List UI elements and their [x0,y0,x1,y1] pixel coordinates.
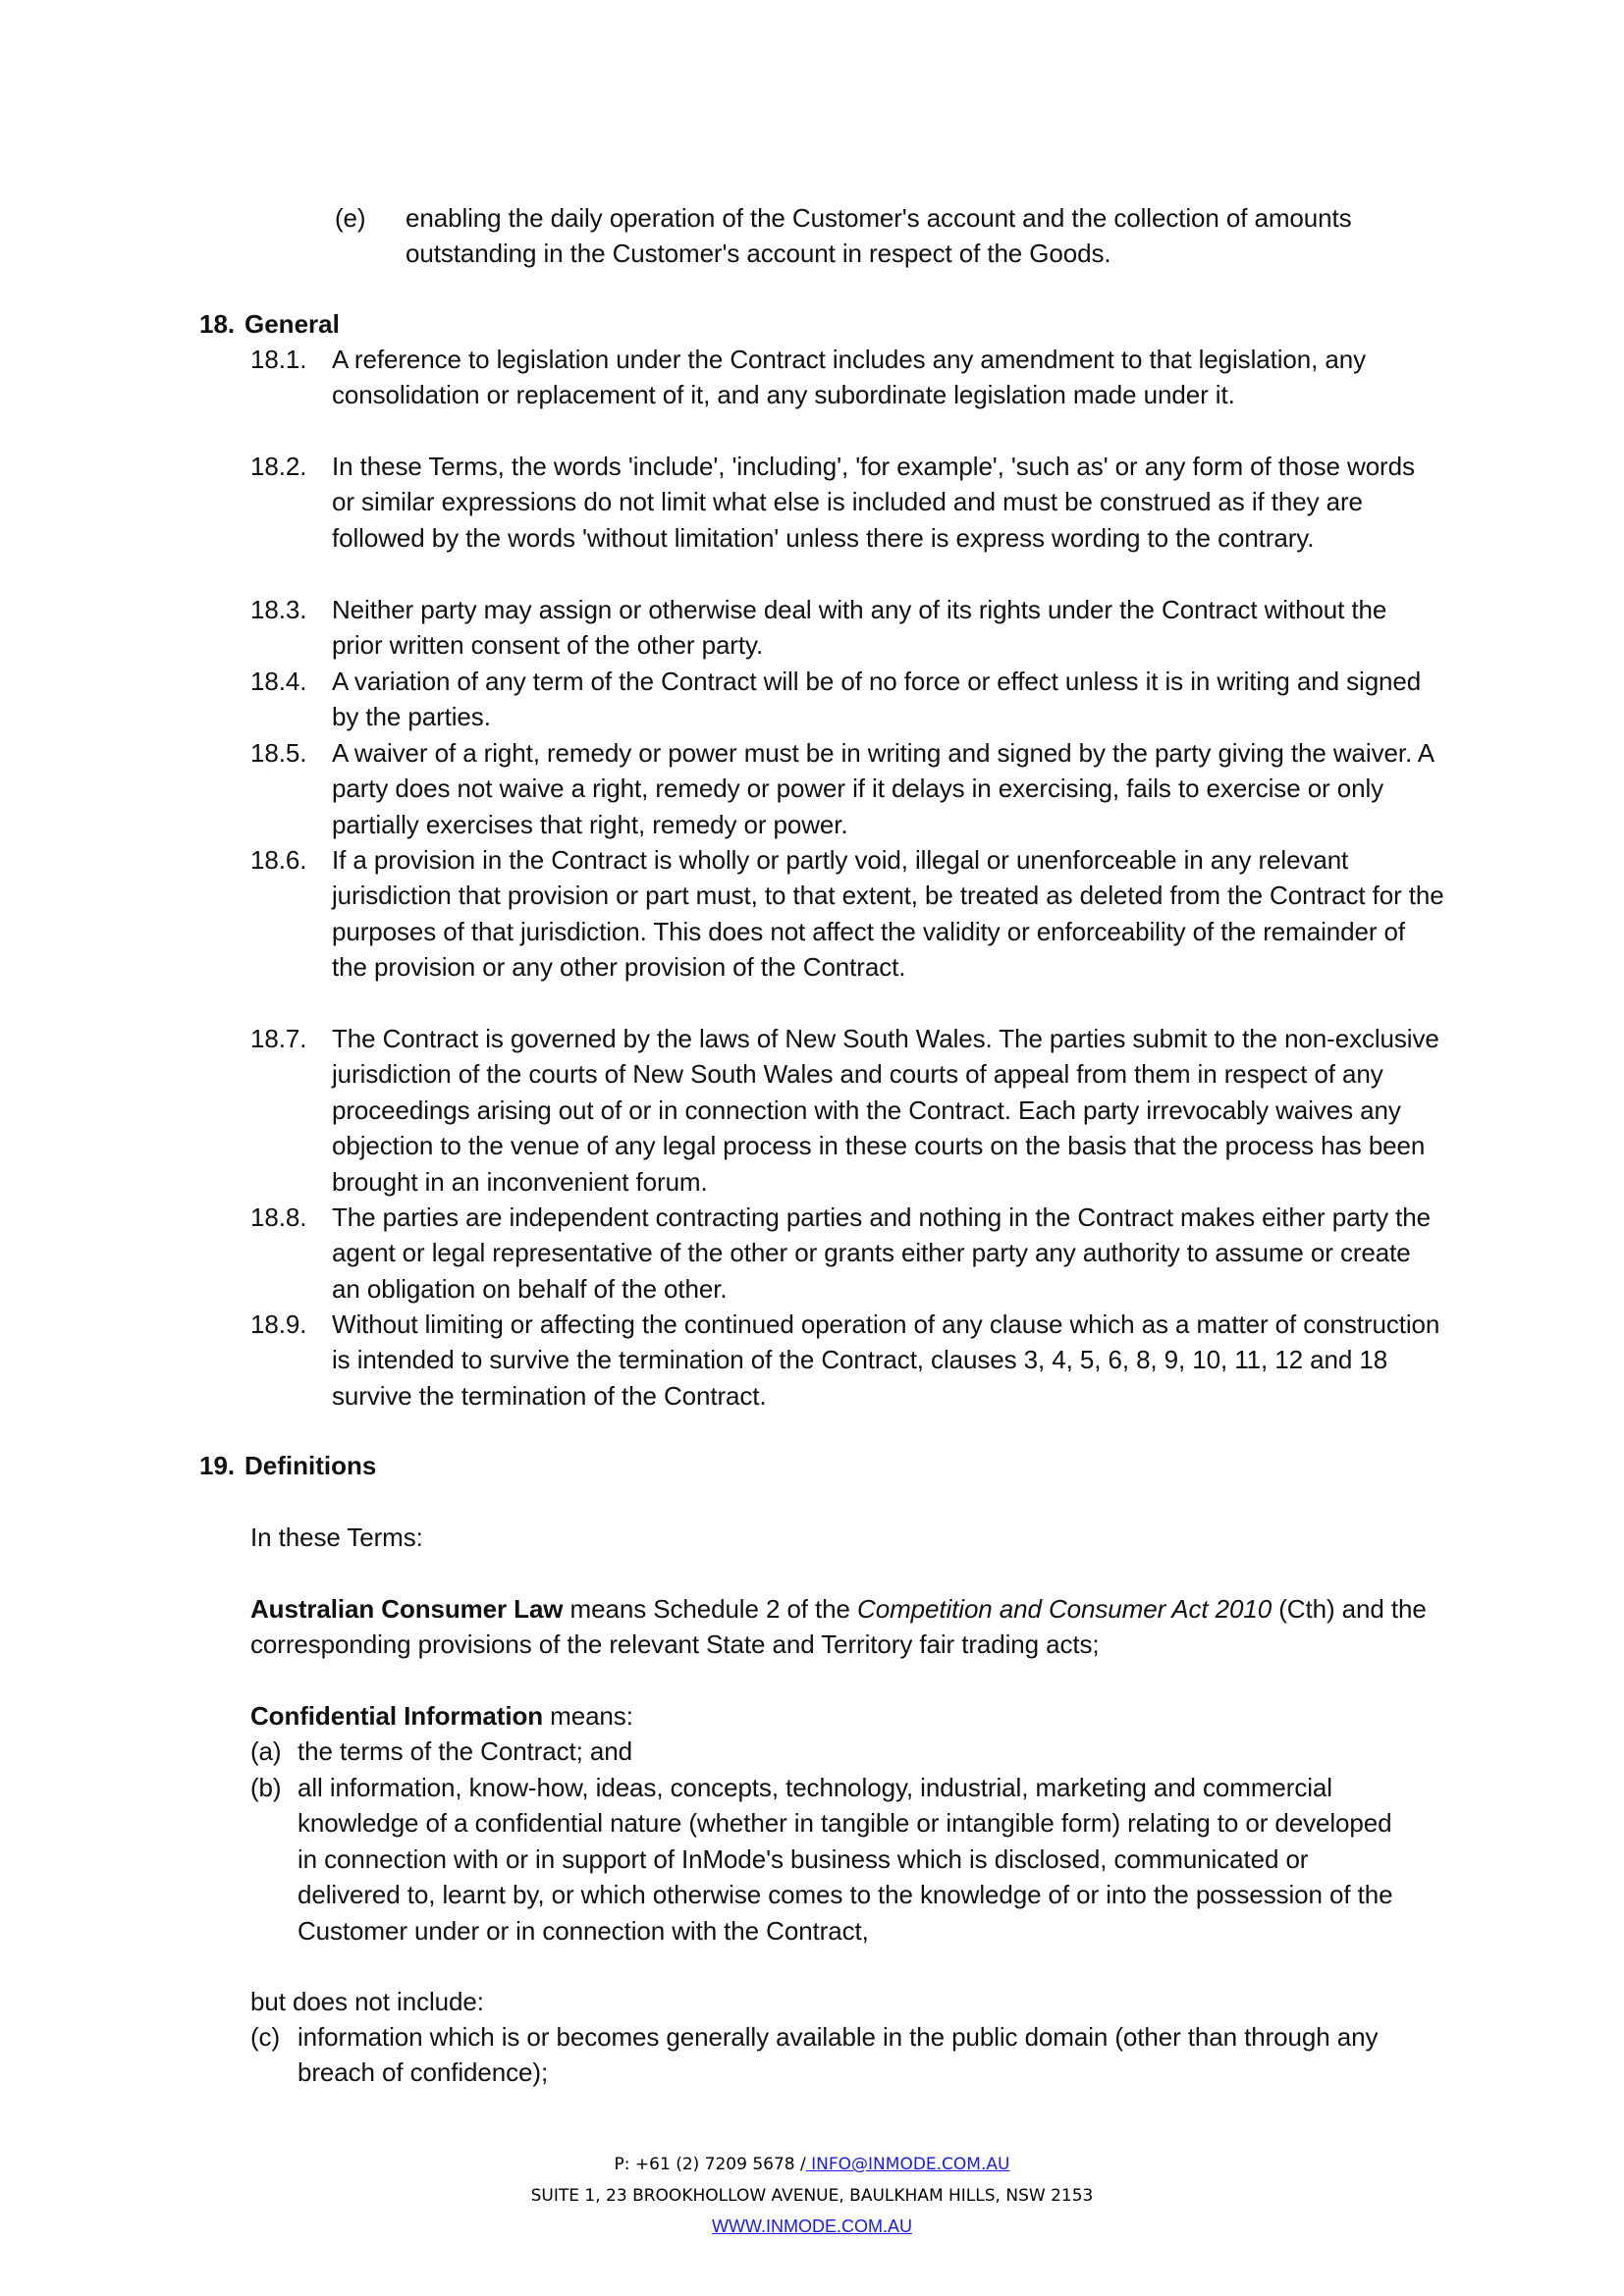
definition-item-b [250,1770,1429,1949]
clause-18-8 [250,1200,1448,1307]
clause-18-6 [250,842,1448,986]
clause-number: 18.3. [250,595,307,624]
definition-text: means: [543,1701,633,1731]
definition-item-c [250,2019,1429,2091]
clause-text: A waiver of a right, remedy or power must be in writing and signed by the party giving the waiver. A party does not waive a right, remedy or power if it delays in exercising, fails to exercise or only partially exercises that right, remedy or power. [332,738,1434,839]
defined-term: Australian Consumer Law [250,1594,564,1624]
clause-text: In these Terms, the words 'include', 'including', 'for example', 'such as' or any form of those words or similar expressions do not limit what else is included and must be construed as if they are followed by the words 'without limitation' unless there is express wording to the contrary. [332,452,1415,553]
definition-confidential [250,1698,633,1734]
item-label: (c) [250,2022,281,2052]
definitions-intro: In these Terms: [250,1522,423,1552]
definition-item-a [250,1734,1429,1769]
clause-number: 18.8. [250,1202,307,1232]
clause-text: enabling the daily operation of the Customer's account and the collection of amounts outstanding in the Customer's account in respect of the Goods. [406,203,1352,269]
exclusion-intro: but does not include: [250,1987,484,2016]
section-title: Definitions [244,1451,377,1480]
clause-number: 18.7. [250,1024,307,1053]
footer-website [0,2216,1624,2237]
clause-label: (e) [335,203,366,233]
defined-term: Confidential Information [250,1701,544,1731]
item-label: (a) [250,1736,282,1766]
clause-text: A variation of any term of the Contract will be of no force or effect unless it is in writing and signed by the parties. [332,667,1422,732]
act-title: Competition and Consumer Act 2010 [857,1594,1272,1624]
item-text: the terms of the Contract; and [298,1736,632,1766]
clause-number: 18.6. [250,845,307,875]
clause-text: Without limiting or affecting the continued operation of any clause which as a matter of construction is intended to survive the termination of the Contract, clauses 3, 4, 5, 6, 8, 9, 10, 11, 12 and 18 survive the termination of the Contract. [332,1309,1440,1411]
footer-address: SUITE 1, 23 BROOKHOLLOW AVENUE, BAULKHAM HILLS, NSW 2153 [530,2186,1094,2206]
clause-text: The Contract is governed by the laws of New South Wales. The parties submit to the non-exclusive jurisdiction of the courts of New South Wales and courts of appeal from them in respect of any proceedings arising out of or in connection with the Contract. Each party irrevocably waives any objection to the venue of any legal process in these courts on the basis that the process has been brought in an inconvenient forum. [332,1024,1439,1197]
definition-text: (Cth) and the corresponding provisions of the relevant State and Territory fair trading acts; [250,1594,1427,1660]
clause-number: 18.1. [250,345,307,374]
clause-text: A reference to legislation under the Contract includes any amendment to that legislation, any consolidation or replacement of it, and any subordinate legislation made under it. [332,345,1367,410]
clause-text: Neither party may assign or otherwise deal with any of its rights under the Contract without the prior written consent of the other party. [332,595,1387,661]
clause-18-7 [250,1021,1448,1200]
definition-text: means Schedule 2 of the [563,1594,858,1624]
clause-18-2 [250,449,1448,556]
clause-number: 18.9. [250,1309,307,1339]
clause-18-9 [250,1307,1448,1414]
clause-number: 18.5. [250,738,307,768]
clause-number: 18.2. [250,452,307,481]
section-19-heading [199,1448,376,1483]
item-label: (b) [250,1773,282,1802]
clause-number: 18.4. [250,667,307,696]
definition-acl [250,1591,1429,1663]
footer-contact [0,2155,1624,2174]
clause-18-1 [250,342,1448,413]
clause-text: If a provision in the Contract is wholly or partly void, illegal or unenforceable in any relevant jurisdiction that provision or part must, to that extent, be treated as deleted from the Contract for the purposes of that jurisdiction. This does not affect the validity or enforceability of the remainder of the provision or any other provision of the Contract. [332,845,1444,983]
item-text: information which is or becomes generally available in the public domain (other than through any breach of confidence); [298,2022,1379,2088]
footer-email-link[interactable]: INFO@INMODE.COM.AU [805,2155,1010,2174]
section-number: 19. [199,1451,236,1480]
item-text: all information, know-how, ideas, concepts, technology, industrial, marketing and commercial knowledge of a confidential nature (whether in tangible or intangible form) relating to or developed in connection with or in support of InMode's business which is disclosed, communicated or delivered to, learnt by, or which otherwise comes to the knowledge of or into the possession of the Customer under or in connection with the Contract, [298,1773,1393,1946]
clause-18-4 [250,664,1448,735]
clause-18-3 [250,592,1448,664]
section-number: 18. [199,309,236,339]
footer-phone: P: +61 (2) 7209 5678 / [614,2155,806,2174]
section-title: General [244,309,340,339]
clause-18-5 [250,735,1448,842]
section-18-heading [199,306,340,342]
footer-website-link[interactable]: WWW.INMODE.COM.AU [712,2216,912,2236]
clause-text: The parties are independent contracting parties and nothing in the Contract makes either party the agent or legal representative of the other or grants either party any authority to assume or create an obligation on behalf of the other. [332,1202,1431,1304]
clause-17-e [335,200,1415,272]
